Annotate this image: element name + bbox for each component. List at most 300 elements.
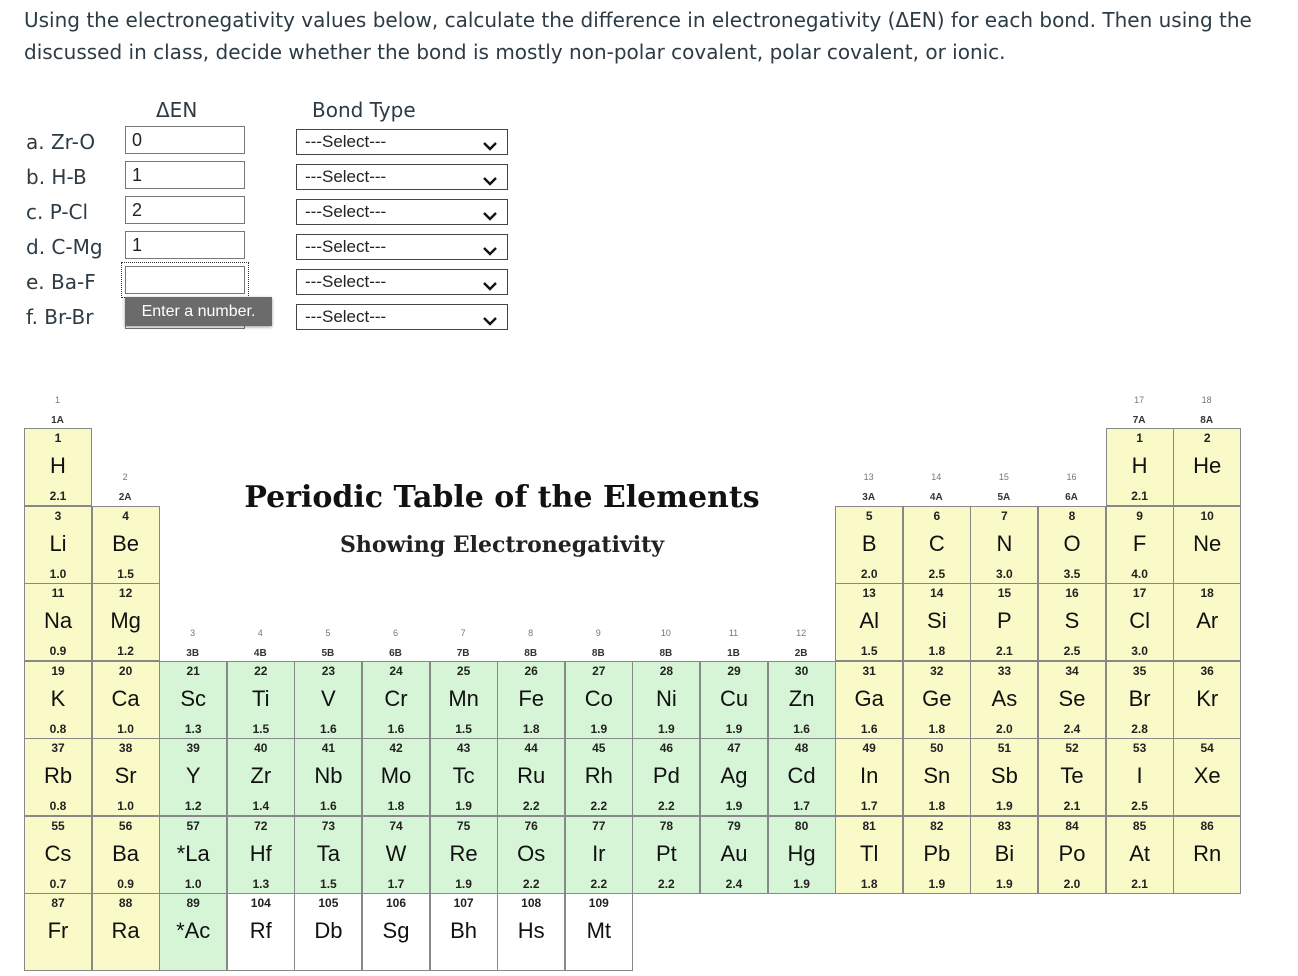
electronegativity-value: 1.6 (793, 721, 810, 736)
bond-type-select[interactable] (296, 304, 508, 330)
electronegativity-value: 1.6 (320, 721, 337, 736)
element-symbol: Kr (1196, 685, 1219, 711)
element-cell (159, 661, 227, 739)
element-cell (1106, 816, 1174, 894)
element-cell (430, 738, 498, 816)
atomic-number: 52 (1065, 741, 1079, 755)
bond-type-select-value: ---Select--- (305, 202, 387, 221)
atomic-number: 81 (862, 818, 876, 833)
group-number: 5 (325, 628, 331, 638)
atomic-number: 15 (997, 586, 1012, 600)
element-cell (835, 583, 903, 661)
atomic-number: 47 (727, 741, 741, 755)
electronegativity-value: 2.5 (1063, 644, 1081, 658)
chevron-down-icon (482, 240, 498, 264)
element-cell (903, 816, 971, 894)
electronegativity-value: 2.1 (1131, 489, 1148, 503)
atomic-number: 18 (1200, 586, 1214, 600)
element-cell (903, 506, 971, 584)
element-cell (632, 816, 700, 894)
electronegativity-value: 0.9 (49, 644, 67, 658)
element-symbol: Ga (854, 685, 884, 711)
group-label: 6A (1065, 492, 1078, 503)
element-cell (768, 738, 836, 816)
element-cell (903, 738, 971, 816)
element-symbol: Bi (994, 840, 1015, 866)
element-symbol: In (860, 763, 879, 788)
question-label: d. C-Mg (26, 235, 103, 259)
atomic-number: 38 (118, 741, 133, 755)
electronegativity-value: 2.2 (522, 876, 540, 891)
element-cell (159, 893, 227, 971)
element-symbol: Rf (249, 918, 272, 943)
electronegativity-value: 1.9 (996, 799, 1013, 813)
group-label: 5A (997, 492, 1011, 503)
electronegativity-value: 2.0 (1063, 876, 1081, 891)
electronegativity-value: 1.8 (928, 799, 946, 813)
bond-type-select[interactable] (296, 199, 508, 225)
group-number: 12 (796, 628, 807, 638)
atomic-number: 108 (521, 896, 542, 910)
atomic-number: 3 (54, 508, 62, 523)
electronegativity-value: 1.0 (117, 799, 134, 813)
atomic-number: 49 (862, 741, 876, 755)
electronegativity-value: 2.1 (996, 644, 1013, 658)
group-label: 1B (727, 648, 740, 659)
element-cell (1173, 428, 1241, 506)
element-cell (1038, 816, 1106, 894)
atomic-number: 44 (524, 741, 538, 755)
atomic-number: 35 (1132, 663, 1147, 678)
group-number: 7 (460, 628, 466, 638)
electronegativity-value: 1.8 (387, 799, 405, 813)
electronegativity-value: 1.6 (387, 721, 405, 736)
bond-type-select-value: ---Select--- (305, 307, 387, 326)
electronegativity-value: 2.8 (1131, 721, 1148, 736)
element-symbol: As (991, 685, 1018, 711)
delta-en-input[interactable] (125, 126, 245, 154)
atomic-number: 55 (51, 818, 65, 833)
element-symbol: B (861, 530, 877, 556)
element-symbol: Ne (1193, 530, 1222, 556)
element-cell (24, 428, 92, 506)
electronegativity-value: 1.9 (658, 721, 675, 736)
element-symbol: Sb (990, 763, 1018, 788)
element-cell (497, 738, 565, 816)
element-cell (970, 661, 1038, 739)
periodic-table-subtitle: Showing Electronegativity (339, 532, 665, 558)
atomic-number: 12 (118, 586, 133, 600)
group-label: 7B (456, 648, 470, 659)
element-symbol: Cu (719, 685, 749, 711)
chevron-down-icon (482, 275, 498, 299)
electronegativity-value: 1.8 (522, 721, 540, 736)
element-cell (294, 893, 362, 971)
delta-en-input[interactable] (125, 266, 245, 294)
element-symbol: Rh (584, 763, 613, 788)
atomic-number: 19 (51, 663, 65, 678)
element-symbol: Sc (180, 685, 207, 711)
element-symbol: Sg (382, 918, 410, 943)
element-symbol: W (385, 840, 407, 866)
electronegativity-value: 1.3 (184, 721, 202, 736)
atomic-number: 86 (1200, 818, 1214, 833)
element-cell (1038, 506, 1106, 584)
element-symbol: Cd (787, 763, 816, 788)
element-symbol: Fr (47, 918, 69, 943)
atomic-number: 32 (930, 663, 944, 678)
element-symbol: Ba (112, 840, 140, 866)
atomic-number: 41 (321, 741, 336, 755)
electronegativity-value: 1.4 (252, 799, 270, 813)
element-cell (1106, 661, 1174, 739)
atomic-number: 74 (389, 818, 403, 833)
group-number: 6 (392, 628, 398, 638)
electronegativity-value: 1.7 (387, 876, 405, 891)
element-symbol: *La (176, 840, 210, 866)
electronegativity-value: 1.9 (590, 721, 608, 736)
element-cell (430, 816, 498, 894)
element-symbol: Zr (250, 763, 272, 788)
electronegativity-value: 1.9 (725, 799, 743, 813)
atomic-number: 23 (321, 663, 336, 678)
electronegativity-value: 2.1 (1131, 876, 1148, 891)
element-cell (632, 661, 700, 739)
element-symbol: V (321, 685, 336, 711)
element-symbol: Mn (448, 685, 479, 711)
element-cell (1038, 738, 1106, 816)
element-symbol: Hf (249, 840, 272, 866)
element-cell (24, 583, 92, 661)
element-cell (1106, 428, 1174, 506)
electronegativity-value: 2.4 (725, 876, 743, 891)
atomic-number: 50 (930, 741, 944, 755)
atomic-number: 30 (794, 663, 809, 678)
electronegativity-value: 3.0 (1131, 644, 1148, 658)
atomic-number: 54 (1200, 741, 1214, 755)
atomic-number: 6 (933, 508, 941, 523)
element-symbol: Si (927, 608, 947, 633)
element-cell (970, 583, 1038, 661)
bond-type-select[interactable] (296, 129, 508, 155)
element-symbol: Mg (110, 608, 141, 633)
group-label: 3A (862, 492, 876, 503)
element-cell (497, 816, 565, 894)
bond-type-select[interactable] (296, 269, 508, 295)
electronegativity-value: 1.6 (320, 799, 337, 813)
element-symbol: Br (1128, 685, 1151, 711)
element-cell (294, 816, 362, 894)
question-label: c. P-Cl (26, 200, 89, 224)
group-number: 10 (660, 628, 671, 638)
atomic-number: 11 (51, 586, 65, 600)
atomic-number: 72 (254, 818, 268, 833)
element-cell (430, 661, 498, 739)
electronegativity-value: 2.2 (590, 876, 608, 891)
atomic-number: 24 (389, 663, 403, 678)
electronegativity-value: 2.2 (658, 876, 675, 891)
element-cell (227, 816, 295, 894)
electronegativity-value: 1.9 (455, 799, 472, 813)
atomic-number: 7 (1001, 508, 1008, 523)
atomic-number: 39 (186, 741, 200, 755)
element-cell (970, 738, 1038, 816)
electronegativity-value: 1.9 (928, 876, 946, 891)
delta-en-header: ΔEN (156, 98, 198, 122)
delta-en-input[interactable] (125, 161, 245, 189)
atomic-number: 77 (592, 818, 606, 833)
element-symbol: Ca (111, 685, 140, 711)
atomic-number: 56 (118, 818, 133, 833)
element-cell (903, 661, 971, 739)
element-symbol: O (1063, 530, 1081, 556)
atomic-number: 80 (794, 818, 809, 833)
delta-en-input[interactable] (125, 231, 245, 259)
electronegativity-value: 1.3 (252, 876, 270, 891)
element-symbol: Os (517, 840, 546, 866)
bond-type-select-value: ---Select--- (305, 237, 387, 256)
element-symbol: Co (584, 685, 613, 711)
atomic-number: 16 (1065, 586, 1079, 600)
element-cell (1173, 816, 1241, 894)
element-cell (970, 506, 1038, 584)
atomic-number: 37 (51, 741, 65, 755)
element-cell (835, 506, 903, 584)
element-symbol: Au (720, 840, 748, 866)
bond-type-select[interactable] (296, 164, 508, 190)
element-symbol: Bh (450, 918, 478, 943)
element-symbol: H (50, 453, 66, 478)
chevron-down-icon (482, 135, 498, 159)
atomic-number: 26 (524, 663, 538, 678)
electronegativity-value: 1.9 (455, 876, 472, 891)
atomic-number: 4 (122, 508, 129, 523)
element-cell (159, 816, 227, 894)
electronegativity-value: 2.2 (522, 799, 540, 813)
electronegativity-value: 2.5 (928, 566, 946, 581)
element-symbol: F (1132, 530, 1147, 556)
element-symbol: Se (1058, 685, 1086, 711)
element-cell (1173, 661, 1241, 739)
atomic-number: 107 (453, 896, 474, 910)
element-symbol: K (50, 685, 66, 711)
electronegativity-value: 2.4 (1063, 721, 1081, 736)
element-symbol: Ge (922, 685, 952, 711)
element-cell (700, 816, 768, 894)
electronegativity-value: 3.0 (996, 566, 1013, 581)
element-cell (497, 893, 565, 971)
atomic-number: 84 (1065, 818, 1079, 833)
element-cell (24, 816, 92, 894)
electronegativity-value: 2.0 (996, 721, 1013, 736)
element-cell (294, 738, 362, 816)
electronegativity-value: 1.5 (860, 644, 878, 658)
electronegativity-value: 2.2 (658, 799, 675, 813)
element-symbol: Ti (252, 685, 270, 711)
element-symbol: He (1193, 453, 1222, 478)
element-symbol: I (1136, 763, 1143, 788)
element-symbol: Rb (43, 763, 73, 788)
element-symbol: Pb (923, 840, 951, 866)
element-cell (903, 583, 971, 661)
group-number: 8 (528, 628, 534, 638)
atomic-number: 8 (1068, 508, 1076, 523)
element-cell (700, 738, 768, 816)
group-label: 7A (1132, 415, 1146, 426)
atomic-number: 40 (254, 741, 268, 755)
atomic-number: 104 (250, 896, 271, 910)
element-cell (1173, 583, 1241, 661)
electronegativity-value: 1.7 (793, 799, 810, 813)
atomic-number: 76 (524, 818, 538, 833)
element-symbol: Ar (1196, 608, 1219, 633)
element-symbol: Po (1058, 840, 1086, 866)
element-symbol: Db (314, 918, 343, 943)
element-cell (362, 661, 430, 739)
element-cell (1173, 506, 1241, 584)
element-symbol: S (1064, 608, 1080, 633)
atomic-number: 2 (1203, 431, 1211, 445)
element-cell (1106, 506, 1174, 584)
element-symbol: Pt (655, 840, 677, 866)
element-symbol: Al (859, 608, 879, 633)
group-number: 3 (190, 628, 196, 638)
atomic-number: 13 (862, 586, 876, 600)
chevron-down-icon (482, 170, 498, 194)
electronegativity-value: 1.0 (184, 876, 202, 891)
atomic-number: 22 (254, 663, 268, 678)
atomic-number: 78 (659, 818, 674, 833)
group-number: 14 (931, 472, 942, 482)
atomic-number: 14 (930, 586, 944, 600)
atomic-number: 31 (862, 663, 876, 678)
question-label: e. Ba-F (26, 270, 96, 294)
element-cell (700, 661, 768, 739)
periodic-table-image (22, 380, 1298, 976)
electronegativity-value: 2.1 (1063, 799, 1081, 813)
group-label: 8B (524, 648, 538, 659)
electronegativity-value: 1.9 (725, 721, 743, 736)
element-symbol: Sr (114, 763, 137, 788)
group-number: 16 (1066, 472, 1077, 482)
element-symbol: Li (49, 530, 67, 556)
element-symbol: Ni (656, 685, 677, 711)
element-cell (362, 893, 430, 971)
group-label: 8B (591, 648, 605, 659)
atomic-number: 27 (592, 663, 606, 678)
element-cell (227, 893, 295, 971)
element-cell (1106, 738, 1174, 816)
element-cell (362, 738, 430, 816)
bond-type-select[interactable] (296, 234, 508, 260)
atomic-number: 36 (1200, 663, 1214, 678)
delta-en-input[interactable] (125, 196, 245, 224)
atomic-number: 43 (456, 741, 471, 755)
element-cell (362, 816, 430, 894)
electronegativity-value: 2.5 (1131, 799, 1148, 813)
atomic-number: 75 (456, 818, 471, 833)
atomic-number: 89 (186, 896, 200, 910)
element-symbol: Cl (1129, 608, 1150, 633)
group-number: 9 (595, 628, 601, 638)
bond-type-header: Bond Type (312, 98, 416, 122)
atomic-number: 25 (456, 663, 471, 678)
group-label: 4A (929, 492, 943, 503)
element-cell (835, 738, 903, 816)
atomic-number: 57 (186, 818, 200, 833)
bond-type-select-value: ---Select--- (305, 272, 387, 291)
instructions (24, 4, 1298, 68)
instructions-line-2: discussed in class, decide whether the bond is mostly non-polar covalent, polar covalent, or ionic. (24, 40, 1006, 64)
atomic-number: 10 (1200, 508, 1214, 523)
element-symbol: Be (112, 530, 140, 556)
element-symbol: Fe (518, 685, 545, 711)
atomic-number: 82 (930, 818, 944, 833)
element-cell (1038, 661, 1106, 739)
element-cell (92, 816, 160, 894)
group-label: 1A (51, 415, 64, 426)
element-cell (227, 738, 295, 816)
element-cell (565, 661, 633, 739)
electronegativity-value: 1.7 (860, 799, 878, 813)
element-cell (565, 738, 633, 816)
atomic-number: 48 (794, 741, 809, 755)
electronegativity-value: 1.5 (252, 721, 270, 736)
atomic-number: 46 (659, 741, 674, 755)
instructions-line-1: Using the electronegativity values below, calculate the difference in electronegativity (ΔEN) for each bond. Then using the (24, 8, 1252, 32)
group-number: 18 (1201, 395, 1212, 405)
chevron-down-icon (482, 205, 498, 229)
electronegativity-value: 1.8 (928, 721, 946, 736)
element-cell (835, 816, 903, 894)
element-symbol: Mo (380, 763, 412, 788)
electronegativity-value: 0.8 (49, 721, 67, 736)
atomic-number: 1 (54, 431, 62, 445)
element-cell (24, 738, 92, 816)
element-symbol: C (928, 530, 945, 556)
element-symbol: Sn (923, 763, 951, 788)
element-cell (92, 738, 160, 816)
atomic-number: 17 (1132, 586, 1147, 600)
element-symbol: Nb (314, 763, 343, 788)
electronegativity-value: 0.8 (49, 799, 67, 813)
element-symbol: Cs (44, 840, 72, 866)
electronegativity-value: 1.6 (860, 721, 878, 736)
atomic-number: 29 (727, 663, 741, 678)
element-cell (768, 661, 836, 739)
element-cell (565, 893, 633, 971)
element-symbol: Hg (787, 840, 816, 866)
atomic-number: 105 (318, 896, 339, 910)
electronegativity-value: 2.1 (49, 489, 67, 503)
bond-type-select-value: ---Select--- (305, 167, 387, 186)
atomic-number: 53 (1132, 741, 1147, 755)
group-number: 1 (54, 395, 60, 405)
element-symbol: Rn (1193, 840, 1222, 866)
atomic-number: 21 (186, 663, 200, 678)
element-cell (227, 661, 295, 739)
element-cell (768, 816, 836, 894)
element-symbol: Te (1060, 763, 1084, 788)
electronegativity-value: 1.0 (49, 566, 67, 581)
element-cell (565, 816, 633, 894)
element-symbol: Zn (788, 685, 815, 711)
element-symbol: P (997, 608, 1012, 633)
element-cell (430, 893, 498, 971)
group-label: 3B (186, 648, 200, 659)
electronegativity-value: 1.5 (455, 721, 472, 736)
question-label: a. Zr-O (26, 130, 96, 154)
